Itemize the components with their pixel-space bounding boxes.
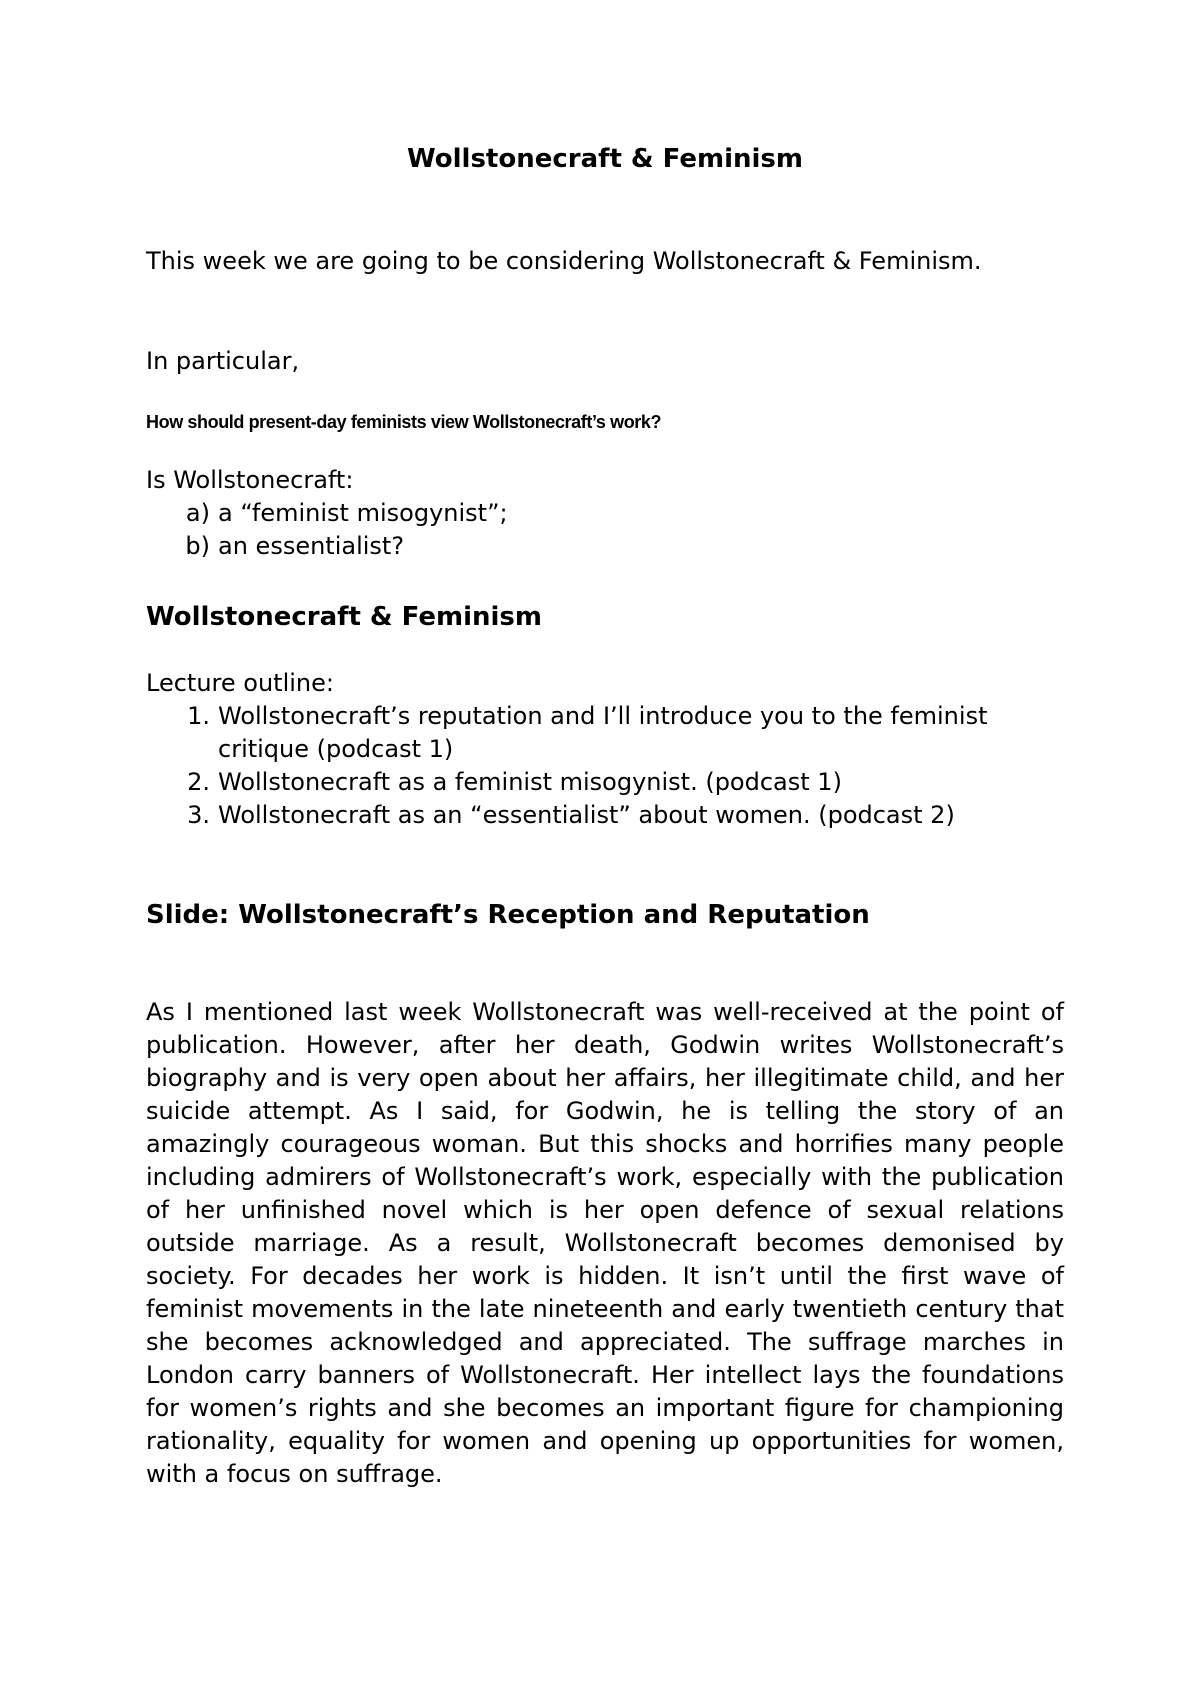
list-item-text: a “feminist misogynist”; <box>218 499 508 527</box>
body-paragraph: As I mentioned last week Wollstonecraft was well-received at the point of publication. However, after her death, Godwin writes Wollstonecraft’s biography and is very open about her affairs, her illegitimate child, and her suicide attempt. As I said, for Godwin, he is telling the story of an amazingly courageous woman. But this shocks and horrifies many people including admirers of Wollstonecraft’s work, especially with the publication of her unfinished novel which is her open defence of sexual relations outside marriage. As a result, Wollstonecraft becomes demonised by society. For decades her work is hidden. It isn’t until the first wave of feminist movements in the late nineteenth and early twentieth century that she becomes acknowledged and appreciated. The suffrage marches in London carry banners of Wollstonecraft. Her intellect lays the foundations for women’s rights and she becomes an important figure for championing rationality, equality for women and opening up opportunities for women, with a focus on suffrage. <box>146 998 1064 1488</box>
alpha-list <box>146 497 1064 563</box>
intro-paragraph: This week we are going to be considering Wollstonecraft & Feminism. <box>146 247 982 275</box>
slide-heading: Slide: Wollstonecraft’s Reception and Reputation <box>146 900 870 930</box>
section-heading: Wollstonecraft & Feminism <box>146 602 542 632</box>
document-title: Wollstonecraft & Feminism <box>407 144 803 174</box>
list-item <box>146 497 1064 530</box>
key-question: How should present-day feminists view Wollstonecraft’s work? <box>146 412 662 432</box>
lecture-outline-label: Lecture outline: <box>146 669 334 697</box>
lecture-outline-list <box>146 700 1064 832</box>
list-item-text: an essentialist? <box>218 532 405 560</box>
list-item <box>146 700 1064 766</box>
list-item-text: Wollstonecraft as a feminist misogynist. (podcast 1) <box>218 768 842 796</box>
list-marker: a) <box>185 499 210 527</box>
list-item-text: Wollstonecraft as an “essentialist” about women. (podcast 2) <box>218 801 955 829</box>
list-marker: b) <box>185 532 210 560</box>
in-particular-line: In particular, <box>146 347 300 375</box>
list-marker: 3. <box>187 801 210 829</box>
list-item-text: Wollstonecraft’s reputation and I’ll introduce you to the feminist critique (podcast 1) <box>218 702 988 763</box>
list-item <box>146 766 1064 799</box>
list-item <box>146 530 1064 563</box>
is-wollstonecraft-label: Is Wollstonecraft: <box>146 466 354 494</box>
list-item <box>146 799 1064 832</box>
list-marker: 2. <box>187 768 210 796</box>
list-marker: 1. <box>187 702 210 730</box>
